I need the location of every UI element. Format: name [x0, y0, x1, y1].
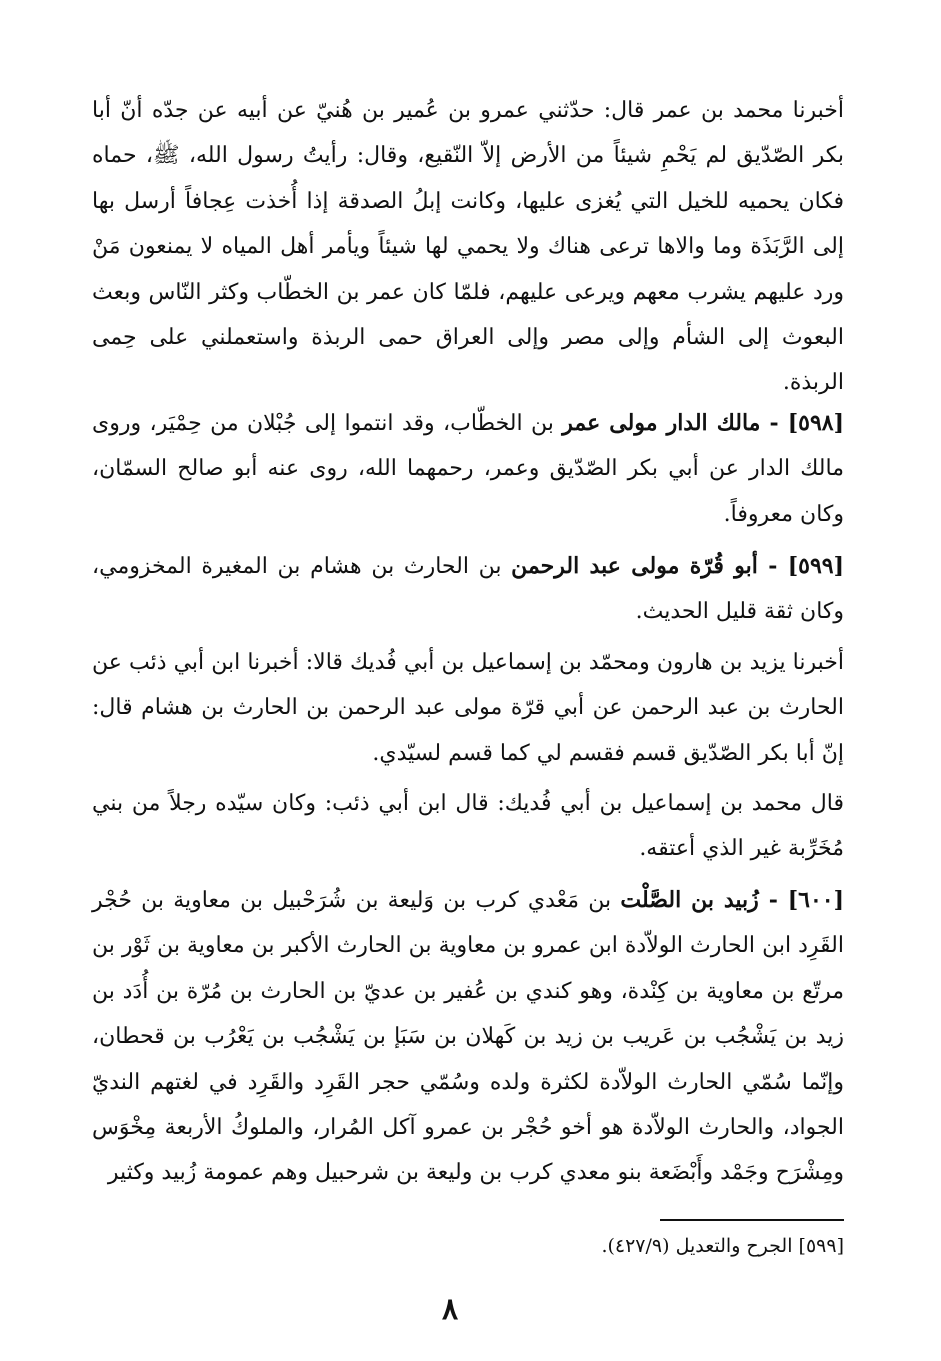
entry-number: [٥٩٩] -	[757, 553, 844, 579]
entry-name: زُبيد بن الصَّلْت	[620, 887, 759, 913]
entry-text: بن الخطّاب، وقد انتموا إلى جُبْلان من حِمْيَر، وروى مالك الدار عن أبي بكر الصّدّيق وعمر، رحمهما الله، روى عنه أبو صالح السمّان، وكان معروفاً.	[92, 411, 844, 527]
footnote	[400, 1228, 844, 1264]
paragraph-text: أخبرنا محمد بن عمر قال: حدّثني عمرو بن عُمير بن هُنيّ عن أبيه عن جدّه أنّ أبا بكر الصّدّيق لم يَحْمِ شيئاً من الأرض إلاّ النّقيع، وقال: رأيتُ رسول الله، ﷺ، حماه فكان يحميه للخيل التي يُغزى عليها، وكانت إبلُ الصدقة إذا أُخذت عِجافاً أرسل بها إلى الرَّبَذَة وما والاها ترعى هناك ولا يحمي لها شيئاً ويأمر أهل المياه لا يمنعون مَنْ ورد عليهم يشرب معهم ويرعى عليهم، فلمّا كان عمر بن الخطّاب وكثر النّاس وبعث البعوث إلى الشأم وإلى مصر وإلى العراق حمى الربذة واستعملني على حِمى الربذة.	[92, 98, 844, 396]
paragraph-ibn-abi-fudayk	[92, 781, 844, 872]
footnote-divider	[660, 1219, 844, 1221]
entry-name: أبو قُرّة مولى عبد الرحمن	[511, 553, 758, 579]
entry-text: بن مَعْدي كرب بن وَليعة بن شُرَحْبيل بن معاوية بن حُجْر القَرِد ابن الحارث الولاّدة ابن عمرو بن معاوية بن الحارث الأكبر بن معاوية بن ثَوْر بن مرتّع بن معاوية بن كِنْدة، وهو كندي بن عُفير بن عديّ بن الحارث بن مُرّة بن أُدَد بن زيد بن يَشْجُب بن عَريب بن زيد بن كَهلان بن سَبَإ بن يَشْجُب بن يَعْرُب بن قحطان، وإنّما سُمّي الحارث الولاّدة لكثرة ولده وسُمّي حجر القَرِد والقَرِد في لغتهم النديّ الجواد، والحارث الولاّدة هو أخو حُجْر بن عمرو آكل المُرار، والملوكُ الأربعة مِخْوَس ومِشْرَح وجَمْد وأَبْضَعة بنو معدي كرب بن وليعة بن شرحبيل وهم عمومة زُبيد وكثير	[92, 888, 844, 1186]
entry-598	[92, 401, 844, 537]
entry-600	[92, 878, 844, 1196]
entry-name: مالك الدار مولى عمر	[562, 410, 761, 436]
page-number: ٨	[441, 1292, 459, 1327]
entry-text: بن الحارث بن هشام بن المغيرة المخزومي، وكان ثقة قليل الحديث.	[92, 554, 844, 625]
paragraph-text: قال محمد بن إسماعيل بن أبي فُديك: قال ابن أبي ذئب: وكان سيّده رجلاً من بني مُخَرِّبة غير الذي أعتقه.	[92, 791, 844, 862]
paragraph-hima-narration	[92, 88, 844, 406]
entry-number: [٦٠٠] -	[758, 887, 844, 913]
entry-number: [٥٩٨] -	[760, 410, 845, 436]
paragraph-abu-qurra-narration	[92, 640, 844, 776]
footnote-text: [٥٩٩] الجرح والتعديل (٤٢٧/٩).	[601, 1235, 844, 1257]
entry-599	[92, 544, 844, 635]
paragraph-text: أخبرنا يزيد بن هارون ومحمّد بن إسماعيل بن أبي فُديك قالا: أخبرنا ابن أبي ذئب عن الحارث بن عبد الرحمن عن أبي قرّة مولى عبد الرحمن بن الحارث بن هشام قال: إنّ أبا بكر الصّدّيق قسم فقسم لي كما قسم لسيّدي.	[92, 650, 844, 766]
